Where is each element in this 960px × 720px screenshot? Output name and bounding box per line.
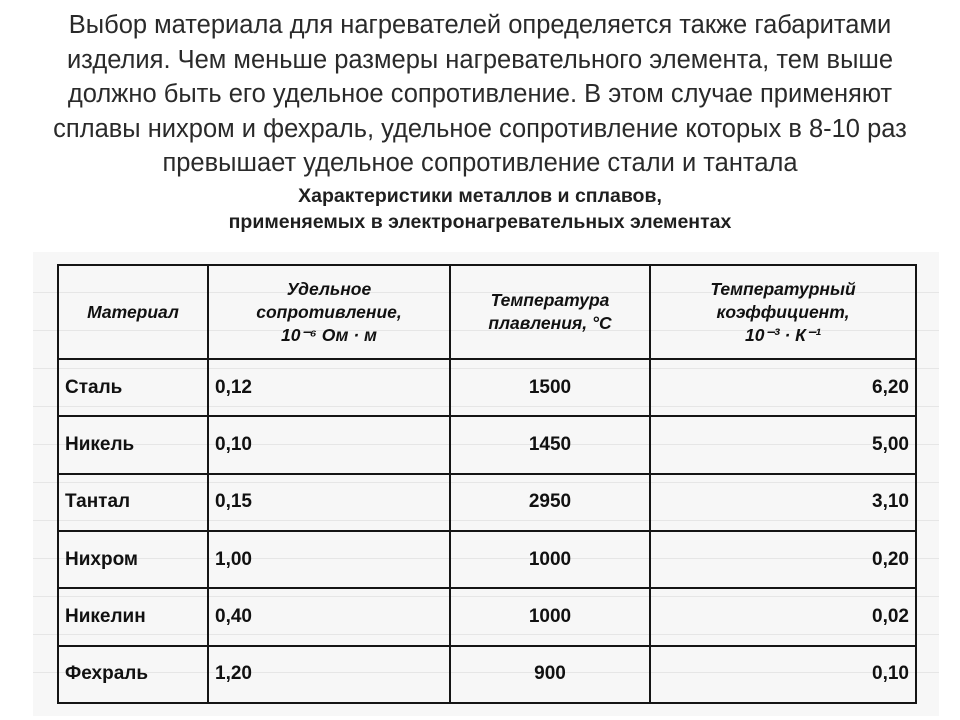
cell-coefficient: 6,20 (650, 359, 916, 416)
cell-material: Никель (58, 416, 208, 473)
cell-coefficient: 0,02 (650, 588, 916, 645)
cell-melting-point: 900 (450, 646, 650, 703)
cell-coefficient: 3,10 (650, 474, 916, 531)
cell-coefficient: 0,20 (650, 531, 916, 588)
cell-resistivity: 1,00 (208, 531, 450, 588)
cell-coefficient: 0,10 (650, 646, 916, 703)
intro-line: изделия. Чем меньше размеры нагревательного элемента, тем выше (66, 45, 894, 74)
cell-resistivity: 0,10 (208, 416, 450, 473)
cell-material: Нихром (58, 531, 208, 588)
cell-material: Никелин (58, 588, 208, 645)
cell-resistivity: 1,20 (208, 646, 450, 703)
header-resistivity: Удельное сопротивление, 10⁻⁶ Ом · м (208, 265, 450, 359)
cell-coefficient: 5,00 (650, 416, 916, 473)
header-melting-point: Температура плавления, °С (450, 265, 650, 359)
table-row (58, 359, 916, 416)
intro-line: должно быть его удельное сопротивление. В этом случае применяют (67, 80, 893, 108)
table-row (58, 474, 916, 531)
materials-table (57, 264, 917, 704)
cell-melting-point: 1000 (450, 531, 650, 588)
intro-line: сплавы нихром и фехраль, удельное сопротивление которых в 8-10 раз (53, 114, 907, 143)
header-material: Материал (58, 265, 208, 359)
table-row (58, 588, 916, 645)
table-caption-line: применяемых в электронагревательных элементах (228, 211, 732, 233)
intro-line: превышает удельное сопротивление стали и тантала (162, 149, 798, 177)
cell-melting-point: 1000 (450, 588, 650, 645)
cell-melting-point: 1500 (450, 359, 650, 416)
cell-material: Тантал (58, 474, 208, 531)
cell-material: Сталь (58, 359, 208, 416)
cell-melting-point: 1450 (450, 416, 650, 473)
cell-material: Фехраль (58, 646, 208, 703)
intro-paragraph (20, 8, 940, 181)
cell-resistivity: 0,15 (208, 474, 450, 531)
table-row (58, 531, 916, 588)
cell-resistivity: 0,12 (208, 359, 450, 416)
table-row (58, 416, 916, 473)
cell-melting-point: 2950 (450, 474, 650, 531)
intro-line: Выбор материала для нагревателей определяется также габаритами (68, 11, 892, 39)
cell-resistivity: 0,40 (208, 588, 450, 645)
table-header-row (58, 265, 916, 359)
header-temperature-coefficient: Температурный коэффициент, 10⁻³ · К⁻¹ (650, 265, 916, 359)
table-row (58, 646, 916, 703)
table-caption-line: Характеристики металлов и сплавов, (298, 185, 662, 207)
table-caption (0, 183, 960, 235)
